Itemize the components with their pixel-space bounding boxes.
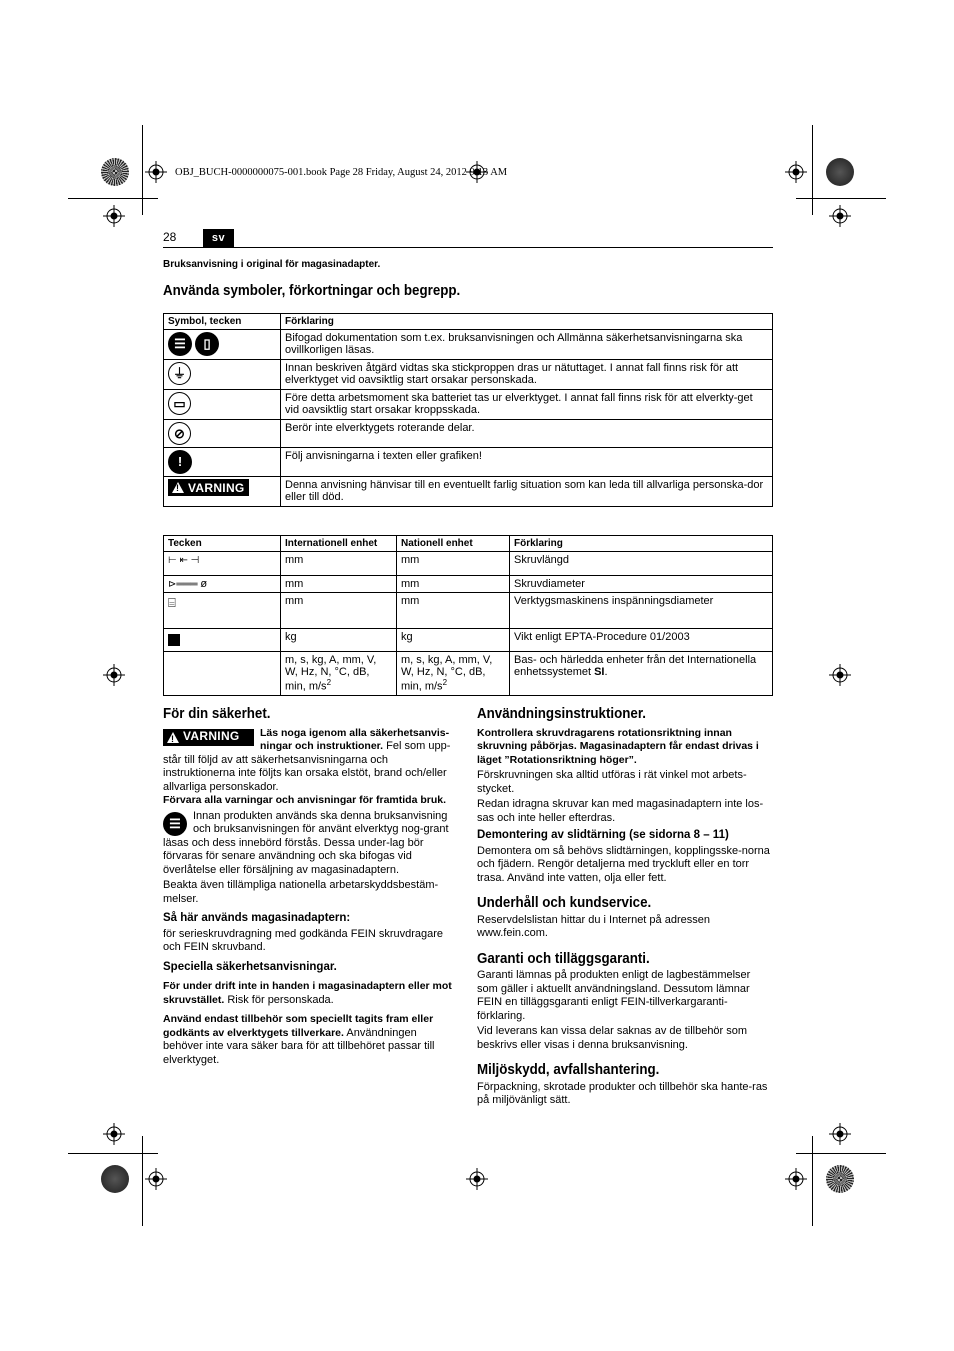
crop-line [142,125,143,215]
usage-heading: Så här används magasinadaptern: [163,912,351,924]
read-manual-icon: ☰ [163,812,187,836]
warning-badge: ! VARNING [168,479,249,496]
crop-line [68,1153,158,1154]
symbols-heading: Använda symboler, förkortningar och begrepp. [163,283,461,299]
service-heading: Underhåll och kundservice. [477,895,652,911]
dismantling-paragraph: Demontera om så behövs slidtärningen, kopplingsske-norna och fjädern. Rengör detaljerna med tryckluft eller en torr trasa. Använd inte vatten, olja eller fett. [477,844,770,884]
table-header: Symbol, tecken [164,314,281,330]
read-manual-icon: ☰ [168,332,192,356]
screw-diameter-icon: ⊳═══ [168,579,201,590]
crop-line [812,1136,813,1226]
remove-battery-icon: ▭ [168,392,191,415]
book-icon: ▯ [195,332,219,356]
environment-heading: Miljöskydd, avfallshantering. [477,1062,660,1078]
table-cell: mm [281,552,397,576]
page-number: 28 [163,230,177,244]
regulations-paragraph: Beakta även tillämpliga nationella arbetarskyddsbestäm-melser. [163,879,439,905]
book-info-line: OBJ_BUCH-0000000075-001.book Page 28 Friday, August 24, 2012 9:13 AM [175,167,508,178]
service-paragraph: Reservdelslistan hittar du i Internet på adressen www.fein.com. [477,913,710,939]
read-manual-paragraph: ☰ Innan produkten används ska denna bruksanvisning och bruksanvisningen för använt elverktyg nog-grant läsas och dess innebörd förstås. Dessa under-lag bör förvaras för senare användning och ska bifogas vid överlåtelse eller försäljning av magasinadaptern. [163,809,449,876]
warning-block [163,727,458,795]
table-cell: mm [281,593,397,629]
table-cell: m, s, kg, A, mm, V, W, Hz, N, °C, dB, min, $m/s^2$ [397,652,510,696]
color-bar-rosette-icon [826,158,854,186]
table-cell: Berör inte elverktygets roterande delar. [281,420,773,448]
instructions-bold-text: Kontrollera skruvdragarens rotationsriktning innan skruvning påbörjas. Magasinadaptern får endast drivas i läget ”Rotationsriktning höger”. [477,726,759,766]
dismantling-heading: Demontering av slidtärning (se sidorna 8 – 11) [477,829,729,841]
table-cell: Bas- och härledda enheter från det Internationella enhetssystemet SI. [510,652,773,696]
color-bar-rosette-icon [101,1165,129,1193]
right-column [477,708,773,1110]
weight-icon [168,634,180,646]
registration-mark-icon [103,664,125,686]
warranty-paragraph: Garanti lämnas på produkten enligt de lagbestämmelser som gäller i aktuellt användningsland. Dessutom lämnar FEIN en tilläggsgaranti enligt FEIN-tillverkargaranti-förklaring. [477,969,751,1022]
color-bar-rosette-icon [826,1165,854,1193]
table-cell: mm [281,576,397,593]
left-column [163,708,458,1069]
warranty-paragraph: Vid leverans kan vissa delar saknas av de tillbehör som beskrivs eller visas i denna bruksanvisning. [477,1025,748,1051]
table-cell: Följ anvisningarna i texten eller grafiken! [281,448,773,477]
table-header: Förklaring [510,536,773,552]
table-cell: Skruvdiameter [510,576,773,593]
registration-mark-icon [145,161,167,183]
warning-triangle-icon [172,482,184,493]
table-cell: Skruvlängd [510,552,773,576]
registration-mark-icon [103,1123,125,1145]
crop-line [68,198,158,199]
registration-mark-icon [785,161,807,183]
table-cell: Före detta arbetsmoment ska batteriet tas ur elverktyget. I annat fall finns risk för att elverkty-get vid oavsiktlig start orsakar kroppsskada. [281,390,773,420]
table-cell: mm [397,593,510,629]
table-row [164,448,773,477]
special-safety-heading: Speciella säkerhetsanvisningar. [163,960,337,973]
table-cell: Vikt enligt EPTA-Procedure 01/2003 [510,629,773,652]
warning-text: Fel som upp-står till följd av att säkerhetsanvisningarna och instruktionerna inte följts kan orsaka elstöt, brand och/eller allvarliga personskador. [163,740,451,793]
keep-instructions-text: Förvara alla varningar och anvisningar för framtida bruk. [163,794,446,806]
warning-badge: ! VARNING [163,729,254,746]
table-cell: mm [397,576,510,593]
registration-mark-icon [145,1168,167,1190]
registration-mark-icon [829,205,851,227]
table-row [164,629,773,652]
registration-mark-icon [785,1168,807,1190]
units-table [163,535,773,696]
table-cell: Denna anvisning hänvisar till en eventuellt farlig situation som kan leda till allvarliga personska-dor eller till död. [281,477,773,507]
exclamation-icon: ! [168,450,192,474]
registration-mark-icon [829,1123,851,1145]
table-row [164,477,773,507]
usage-paragraph: för serieskruvdragning med godkända FEIN skruvdragare och FEIN skruvband. [163,927,444,953]
crop-line [796,198,886,199]
table-cell: mm [397,552,510,576]
table-row [164,420,773,448]
color-bar-rosette-icon [101,158,129,186]
table-header: Förklaring [281,314,773,330]
warranty-heading: Garanti och tilläggsgaranti. [477,950,650,967]
safety-heading: För din säkerhet. [163,706,271,722]
table-row [164,330,773,360]
crop-line [142,1136,143,1226]
table-row [164,390,773,420]
table-cell: m, s, kg, A, mm, V, W, Hz, N, °C, dB, min, $m/s^2$ [281,652,397,696]
table-header: Internationell enhet [281,536,397,552]
table-cell: Verktygsmaskinens inspänningsdiameter [510,593,773,629]
instructions-heading: Användningsinstruktioner. [477,706,646,722]
table-header: Tecken [164,536,281,552]
registration-mark-icon [103,205,125,227]
warning-bold-text: Läs noga igenom alla säkerhetsanvis-ningar och instruktioner. [260,726,450,752]
table-row: ⊳═══ ø mm mm Skruvdiameter [164,576,773,593]
registration-mark-icon [829,664,851,686]
no-touch-icon: ⊘ [168,422,191,445]
table-cell: kg [397,629,510,652]
safety-paragraph: Använd endast tillbehör som speciellt tagits fram eller godkänts av elverktygets tillverkare. Användningen behöver inte vara säker bara för att tillbehöret passar till elverktyget. [163,1013,435,1066]
table-header: Nationell enhet [397,536,510,552]
symbols-table [163,313,773,507]
table-row [164,360,773,390]
unplug-icon: ⏚ [168,362,191,385]
chuck-icon: ⌸ [168,595,176,610]
table-row [164,552,773,576]
table-row [164,593,773,629]
crop-line [812,125,813,215]
warning-triangle-icon [167,732,179,743]
table-cell: Bifogad dokumentation som t.ex. bruksanvisningen och Allmänna säkerhetsanvisningarna ska ovillkorligen läsas. [281,330,773,360]
table-cell: kg [281,629,397,652]
language-tab: sv [203,229,234,247]
instructions-paragraph: Förskruvningen ska alltid utföras i rät vinkel mot arbets-stycket. [477,769,747,795]
table-cell: Innan beskriven åtgärd vidtas ska stickproppen dras ur nätuttaget. I annat fall finns risk för att elverktyget vid oavsiktlig start orsakar personskada. [281,360,773,390]
registration-mark-icon [466,1168,488,1190]
table-row [164,652,773,696]
crop-line [796,1153,886,1154]
screw-length-icon: ⊢ ⇤ ⊣ [168,555,200,566]
header-rule [163,247,773,248]
instructions-paragraph: Redan idragna skruvar kan med magasinadaptern inte los-sas och inte heller efterdras. [477,798,764,824]
safety-paragraph: För under drift inte in handen i magasinadaptern eller mot skruvstället. Risk för personskada. [163,980,452,1006]
original-instructions-note: Bruksanvisning i original för magasinadapter. [163,259,381,270]
environment-paragraph: Förpackning, skrotade produkter och tillbehör ska hante-ras på miljövänligt sätt. [477,1080,768,1106]
